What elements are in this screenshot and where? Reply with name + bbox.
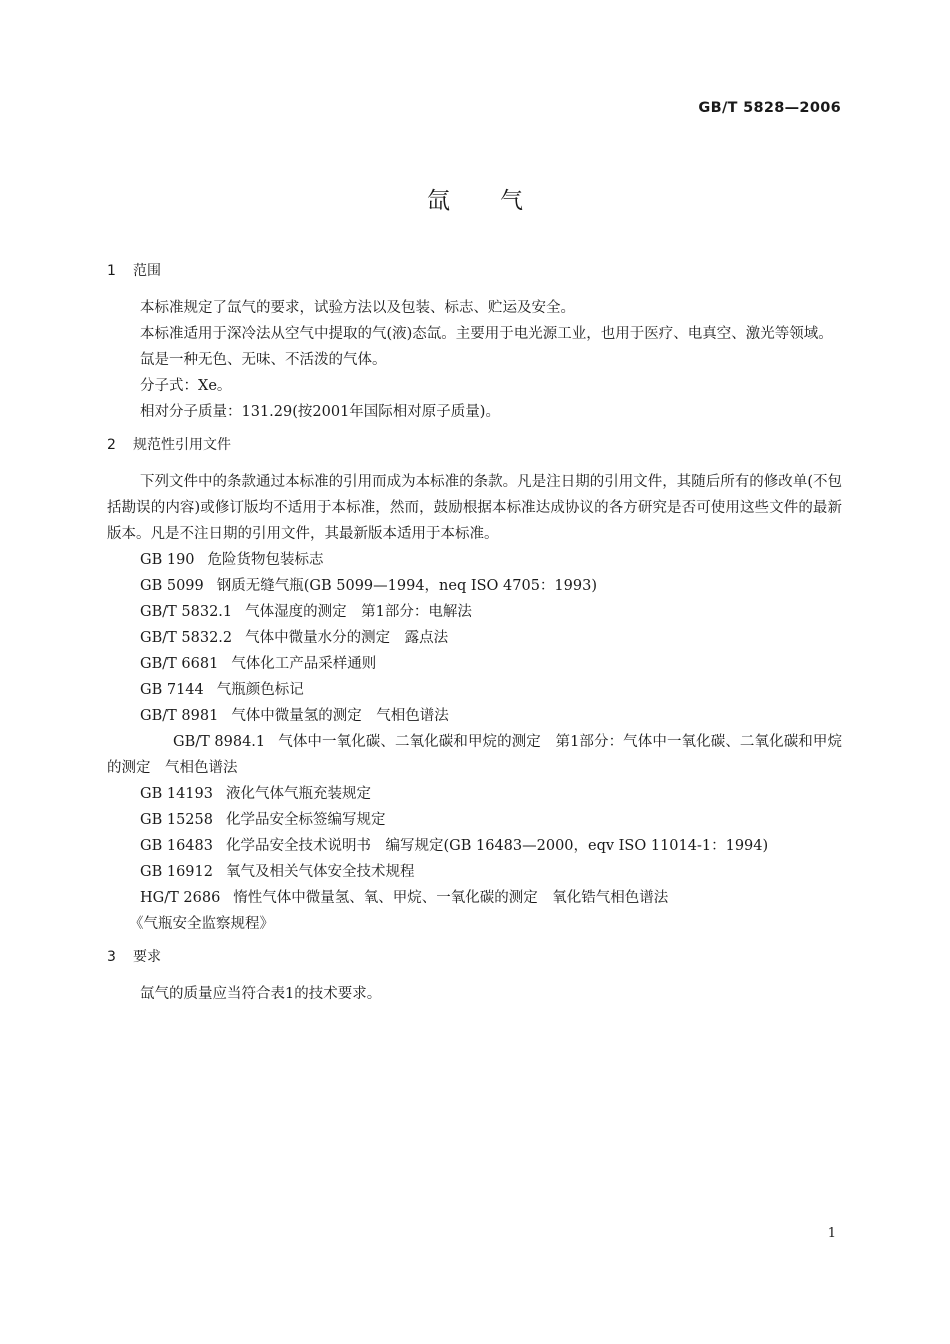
document-title: 氙气 [427, 188, 573, 214]
document-body [107, 260, 842, 1007]
reference-code: GB 16483 [140, 838, 213, 854]
reference-title: 气体化工产品采样通则 [231, 656, 377, 672]
reference-code: GB/T 5832.1 [140, 604, 233, 620]
scope-paragraph: 分子式：Xe。 [140, 378, 232, 394]
reference-item [107, 781, 842, 807]
reference-item [107, 547, 842, 573]
standard-number: GB/T 5828—2006 [698, 100, 841, 116]
reference-title: 危险货物包装标志 [207, 552, 324, 568]
reference-item [107, 599, 842, 625]
reference-item [107, 729, 842, 781]
reference-item [107, 651, 842, 677]
reference-code: GB 190 [140, 552, 195, 568]
reference-title: 钢质无缝气瓶(GB 5099—1994，neq ISO 4705：1993) [216, 578, 597, 594]
reference-code: GB/T 6681 [140, 656, 219, 672]
section-1-heading [107, 260, 842, 282]
reference-code: GB 15258 [140, 812, 213, 828]
reference-item [107, 859, 842, 885]
reference-code: GB 16912 [140, 864, 213, 880]
section-number: 3 [107, 949, 116, 965]
reference-item [107, 807, 842, 833]
reference-code: HG/T 2686 [140, 890, 221, 906]
reference-title: 液化气体气瓶充装规定 [225, 786, 371, 802]
scope-paragraph: 相对分子质量：131.29(按2001年国际相对原子质量)。 [140, 404, 500, 420]
reference-code: GB 5099 [140, 578, 204, 594]
section-3-heading [107, 946, 842, 968]
reference-title: 气瓶颜色标记 [216, 682, 304, 698]
reference-title: 气体中微量氢的测定 气相色谱法 [231, 708, 449, 724]
section-title: 要求 [133, 949, 161, 965]
reference-item [107, 677, 842, 703]
section-title: 范围 [133, 263, 161, 279]
reference-code: GB/T 5832.2 [140, 630, 233, 646]
reference-item [107, 703, 842, 729]
requirements-paragraph: 氙气的质量应当符合表1的技术要求。 [140, 986, 382, 1002]
reference-title: 气体湿度的测定 第1部分：电解法 [245, 604, 472, 620]
reference-title: 惰性气体中微量氢、氧、甲烷、一氧化碳的测定 氧化锆气相色谱法 [233, 890, 669, 906]
scope-paragraph: 本标准规定了氙气的要求，试验方法以及包装、标志、贮运及安全。 [140, 300, 575, 316]
reference-title: 化学品安全标签编写规定 [225, 812, 386, 828]
scope-paragraph: 氙是一种无色、无味、不活泼的气体。 [140, 352, 387, 368]
reference-item [107, 573, 842, 599]
reference-code: GB/T 8984.1 [173, 734, 266, 750]
reference-title: 氧气及相关气体安全技术规程 [225, 864, 415, 880]
page-number: 1 [827, 1226, 836, 1241]
reference-item-regulation: 《气瓶安全监察规程》 [129, 916, 274, 932]
reference-code: GB 7144 [140, 682, 204, 698]
reference-title: 气体中微量水分的测定 露点法 [245, 630, 449, 646]
section-title: 规范性引用文件 [133, 437, 231, 453]
section-number: 2 [107, 437, 116, 453]
reference-item [107, 833, 842, 859]
reference-code: GB 14193 [140, 786, 213, 802]
reference-item [107, 625, 842, 651]
reference-code: GB/T 8981 [140, 708, 219, 724]
reference-title: 化学品安全技术说明书 编写规定(GB 16483—2000，eqv ISO 11014-1：1994) [225, 838, 769, 854]
references-intro: 下列文件中的条款通过本标准的引用而成为本标准的条款。凡是注日期的引用文件，其随后所有的修改单(不包括勘误的内容)或修订版均不适用于本标准，然而，鼓励根据本标准达成协议的各方研究是否可使用这些文件的最新版本。凡是不注日期的引用文件，其最新版本适用于本标准。 [107, 474, 842, 542]
reference-item [107, 885, 842, 911]
section-number: 1 [107, 263, 116, 279]
section-2-heading [107, 434, 842, 456]
scope-paragraph: 本标准适用于深冷法从空气中提取的气(液)态氙。主要用于电光源工业，也用于医疗、电真空、激光等领域。 [140, 326, 833, 342]
reference-title: 气体中一氧化碳、二氧化碳和甲烷的测定 第1部分：气体中一氧化碳、二氧化碳和甲烷的测定 气相色谱法 [107, 734, 842, 776]
